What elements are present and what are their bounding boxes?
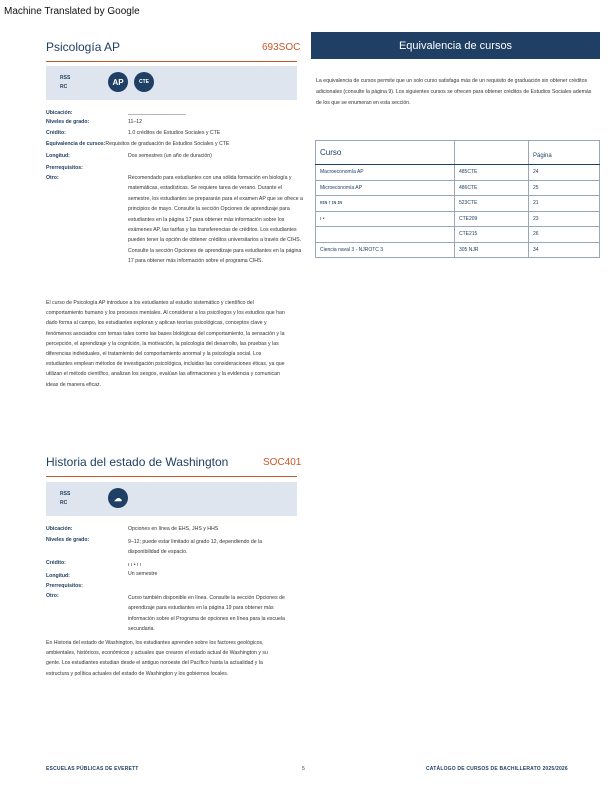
- page-cell: 34: [529, 242, 600, 258]
- rss-label: RSS: [60, 491, 71, 497]
- table-row: [316, 165, 600, 181]
- code-cell: 486CTE: [455, 180, 529, 196]
- equivalency-header: Equivalencia de cursos: [311, 32, 600, 59]
- table-row: [316, 227, 600, 243]
- course-column-header: Curso: [316, 141, 455, 165]
- course1-details: [46, 110, 306, 300]
- course1-icon-panel: [46, 66, 297, 100]
- page-cell: 24: [529, 165, 600, 181]
- course2-icon-panel: [46, 482, 297, 516]
- table-header-row: [316, 141, 600, 165]
- footer-catalog: CATÁLOGO DE CURSOS DE BACHILLERATO 2025/2026: [426, 766, 568, 772]
- field-value: Curso también disponible en línea. Consulte la sección Opciones de aprendizaje para estudiantes en la página 19 para obtener más información sobre el Programa de opciones en línea para la escuela secundaria.: [128, 595, 285, 633]
- rc-label: RC: [60, 84, 68, 90]
- field-label: Crédito:: [46, 560, 66, 566]
- field-label: Longitud:: [46, 153, 70, 159]
- field-value: Dos semestres (un año de duración): [128, 153, 212, 159]
- field-label: Longitud:: [46, 573, 70, 579]
- course-cell: ı •: [316, 211, 455, 227]
- field-label: Ubicación:: [46, 526, 73, 532]
- field-label: [46, 141, 306, 148]
- table-row: [316, 196, 600, 212]
- table-row: [316, 180, 600, 196]
- page-cell: 21: [529, 196, 600, 212]
- rc-label: RC: [60, 500, 68, 506]
- field-label: Niveles de grado:: [46, 537, 90, 543]
- field-value: Recomendado para estudiantes con una sólida formación en biología y matemáticas, estadísticas. Se requiere tarea de verano. Durante el semestre, los estudiantes se prepararán para el examen AP que se ofrece a principios de mayo. Consulte la sección Opciones de aprendizaje para estudiantes en la página 17 para obtener más información sobre los exámenes AP, las tarifas y las transferencias de créditos. Los estudiantes pueden tener la opción de obtener créditos universitarios a través de CIHS. Consulte la sección Opciones de aprendizaje para estudiantes en la página 17 para obtener más información sobre el programa CIHS.: [128, 175, 303, 265]
- course2-divider: [46, 476, 297, 477]
- footer-district: ESCUELAS PÚBLICAS DE EVERETT: [46, 766, 139, 772]
- field-value: Requisitos de graduación de Estudios Sociales y CTE: [105, 141, 230, 147]
- field-label: Prerrequisitos:: [46, 583, 83, 589]
- field-label: Prerrequisitos:: [46, 165, 83, 171]
- field-label: Otro:: [46, 593, 59, 599]
- course2-description: En Historia del estado de Washington, los estudiantes aprenden sobre los factores geológicos, ambientales, históricos, económicos y actuales que crearon el estado actual de Washington y su gente. Los estudiantes estudian desde el antiguo noroeste del Pacífico hasta la actualidad y la estructura y política actuales del estado de Washington y los gobiernos locales.: [46, 640, 268, 677]
- page-column-header: Página: [529, 141, 600, 165]
- course2-details: [46, 526, 306, 636]
- course-cell: ʀɪɴ ɾ ɪɴ ɪɴ: [316, 196, 455, 212]
- field-value: 9–12; puede estar limitado al grado 12, dependiendo de la disponibilidad de espacio.: [128, 539, 263, 556]
- code-cell: 485CTE: [455, 165, 529, 181]
- page-cell: 26: [529, 227, 600, 243]
- field-label: Otro:: [46, 175, 59, 181]
- course-cell: Ciencia naval 3 - NJROTC 3: [316, 242, 455, 258]
- cte-icon: CTE: [134, 72, 154, 92]
- field-value: Opciones en línea de EHS, JHS y HHS: [128, 526, 219, 532]
- rss-label: RSS: [60, 75, 71, 81]
- field-label: Ubicación:: [46, 110, 73, 116]
- field-value: 11–12: [128, 119, 143, 125]
- table-row: [316, 211, 600, 227]
- field-value: 1.0 créditos de Estudios Sociales y CTE: [128, 130, 221, 136]
- code-column-header: [455, 141, 529, 165]
- course1-code: 693SOC: [262, 42, 301, 53]
- code-cell: CTE209: [455, 211, 529, 227]
- online-icon: ☁: [108, 488, 128, 508]
- course-cell: Microeconomía AP: [316, 180, 455, 196]
- field-label: Crédito:: [46, 130, 66, 136]
- field-label-text: Equivalencia de cursos:: [46, 141, 106, 147]
- code-cell: CTE215: [455, 227, 529, 243]
- code-cell: 305 NJR: [455, 242, 529, 258]
- field-value: ____________________: [128, 110, 186, 116]
- field-value: ı ı • ı ı: [128, 562, 142, 568]
- ap-icon: AP: [108, 72, 128, 92]
- table-row: [316, 242, 600, 258]
- equivalency-table: [315, 140, 600, 258]
- field-value: Un semestre: [128, 571, 158, 577]
- course2-title: Historia del estado de Washington: [46, 455, 229, 469]
- course2-code: SOC401: [263, 457, 302, 468]
- footer-page-number: 5: [302, 766, 305, 772]
- course1-title: Psicología AP: [46, 40, 121, 54]
- page-cell: 25: [529, 180, 600, 196]
- page-cell: 23: [529, 211, 600, 227]
- course-cell: [316, 227, 455, 243]
- machine-translated-banner: Machine Translated by Google: [4, 6, 140, 17]
- course1-divider: [46, 61, 297, 62]
- course-cell: Macroeconomía AP: [316, 165, 455, 181]
- equivalency-intro: La equivalencia de cursos permite que un solo curso satisfaga más de un requisito de graduación sin obtener créditos adicionales (consulte la página 9). Los siguientes cursos se ofrecen para obtener créditos de Estudios Sociales además de los que se enumeran en esta sección.: [316, 78, 592, 106]
- course1-description: El curso de Psicología AP introduce a los estudiantes al estudio sistemático y científico del comportamiento humano y los procesos mentales. Al considerar a los psicólogos y los estudios que han dado forma al campo, los estudiantes exploran y aplican teorías psicológicas, conceptos clave y fenómenos asociados con temas tales como las bases biológicas del comportamiento, la sensación y la percepción, el aprendizaje y la cognición, la motivación, la psicología del desarrollo, las pruebas y las diferencias individuales, el tratamiento del comportamiento anormal y la psicología social. Los estudiantes emplean métodos de investigación psicológica, incluidas las consideraciones éticas, ya que utilizan el método científico, analizan los sesgos, evalúan las afirmaciones y la evidencia y comunican ideas de manera eficaz.: [46, 300, 285, 388]
- field-label: Niveles de grado:: [46, 119, 90, 125]
- code-cell: 523CTE: [455, 196, 529, 212]
